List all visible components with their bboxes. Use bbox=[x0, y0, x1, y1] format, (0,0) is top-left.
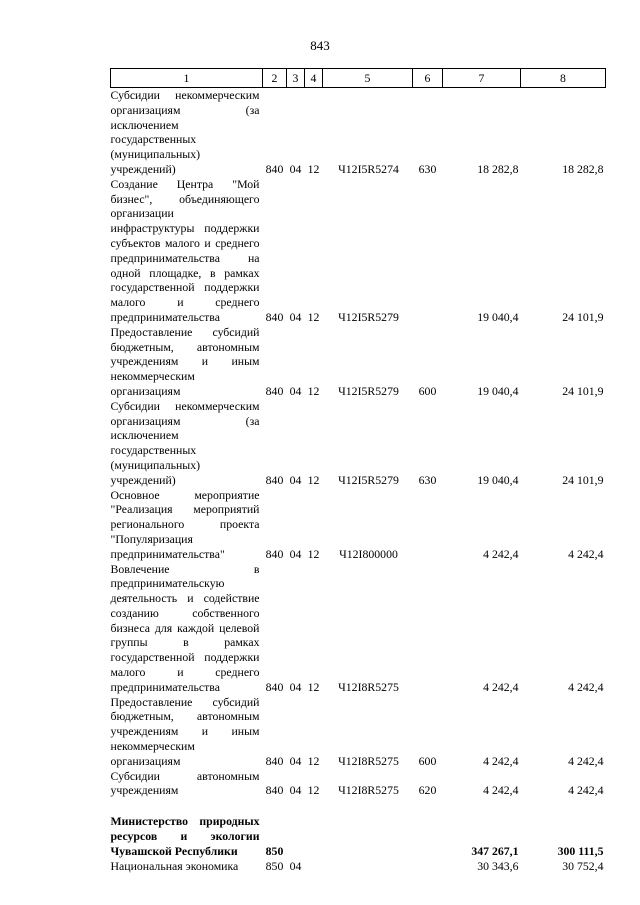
row-amount-year-1: 30 343,6 bbox=[477, 858, 519, 873]
table-row bbox=[111, 769, 606, 799]
row-expense-type: 600 bbox=[418, 383, 437, 398]
row-ministry-code: 840 bbox=[265, 383, 284, 398]
table-row bbox=[111, 399, 606, 488]
row-amount-year-1: 19 040,4 bbox=[477, 309, 519, 324]
row-target-article: Ч12I800000 bbox=[339, 546, 398, 561]
row-section: 04 bbox=[289, 161, 302, 176]
row-amount-year-1: 4 242,4 bbox=[483, 546, 519, 561]
header-col-3: 3 bbox=[287, 69, 305, 88]
row-target-article: Ч12I8R5275 bbox=[338, 783, 399, 798]
table-row bbox=[111, 695, 606, 769]
row-expense-type bbox=[413, 562, 443, 695]
row-ministry-code: 840 bbox=[265, 753, 284, 768]
table-header-row bbox=[111, 69, 606, 88]
row-expense-type: 630 bbox=[418, 161, 437, 176]
table-row-ministry bbox=[111, 814, 606, 858]
row-amount-year-1: 347 267,1 bbox=[471, 843, 519, 858]
row-name: Предоставление субсидий бюджетным, автономным учреждениям и иным некоммерческим организациям bbox=[110, 694, 260, 768]
row-target-article: Ч12I5R5279 bbox=[338, 383, 399, 398]
header-col-4: 4 bbox=[305, 69, 323, 88]
row-amount-year-2: 300 111,5 bbox=[557, 843, 604, 858]
row-amount-year-1: 4 242,4 bbox=[483, 753, 519, 768]
row-amount-year-2: 4 242,4 bbox=[568, 783, 604, 798]
row-subsection bbox=[305, 814, 323, 858]
table-row bbox=[111, 88, 606, 177]
row-section: 04 bbox=[289, 753, 302, 768]
row-name: Основное мероприятие "Реализация мероприятий регионального проекта "Популяризация предпринимательства" bbox=[110, 487, 260, 561]
row-amount-year-1: 4 242,4 bbox=[483, 679, 519, 694]
row-target-article: Ч12I5R5279 bbox=[338, 309, 399, 324]
header-col-8: 8 bbox=[521, 69, 606, 88]
row-name: Вовлечение в предпринимательскую деятельность и содействие созданию собственного бизнеса для каждой целевой группы в рамках государственной поддержки малого и среднего предпринимательства bbox=[110, 561, 260, 694]
header-col-5: 5 bbox=[323, 69, 413, 88]
row-section: 04 bbox=[289, 858, 302, 873]
row-amount-year-2: 24 101,9 bbox=[562, 383, 604, 398]
row-subsection: 12 bbox=[307, 472, 320, 487]
row-subsection: 12 bbox=[307, 161, 320, 176]
row-target-article: Ч12I5R5279 bbox=[338, 472, 399, 487]
row-expense-type bbox=[413, 177, 443, 325]
row-target-article: Ч12I5R5274 bbox=[338, 161, 399, 176]
row-subsection: 12 bbox=[307, 679, 320, 694]
row-expense-type: 600 bbox=[418, 753, 437, 768]
row-expense-type bbox=[413, 859, 443, 874]
row-ministry-code: 850 bbox=[265, 843, 284, 858]
row-expense-type: 620 bbox=[418, 783, 437, 798]
row-amount-year-1: 19 040,4 bbox=[477, 383, 519, 398]
header-col-2: 2 bbox=[263, 69, 287, 88]
spacer-row bbox=[111, 798, 606, 814]
row-amount-year-1: 4 242,4 bbox=[483, 783, 519, 798]
row-amount-year-1: 19 040,4 bbox=[477, 472, 519, 487]
row-amount-year-2: 18 282,8 bbox=[562, 161, 604, 176]
row-amount-year-2: 24 101,9 bbox=[562, 472, 604, 487]
row-section: 04 bbox=[289, 309, 302, 324]
row-name: Министерство природных ресурсов и экологии Чувашской Республики bbox=[110, 814, 260, 858]
row-expense-type bbox=[413, 488, 443, 562]
header-col-1: 1 bbox=[111, 69, 263, 88]
row-subsection: 12 bbox=[307, 783, 320, 798]
row-target-article: Ч12I8R5275 bbox=[338, 679, 399, 694]
budget-table bbox=[110, 68, 606, 873]
row-section: 04 bbox=[289, 472, 302, 487]
table-row bbox=[111, 859, 606, 874]
header-col-7: 7 bbox=[443, 69, 521, 88]
row-subsection bbox=[305, 859, 323, 874]
row-subsection: 12 bbox=[307, 383, 320, 398]
row-name: Субсидии автономным учреждениям bbox=[110, 768, 260, 798]
row-amount-year-2: 30 752,4 bbox=[562, 858, 604, 873]
header-col-6: 6 bbox=[413, 69, 443, 88]
row-amount-year-2: 4 242,4 bbox=[568, 753, 604, 768]
row-section: 04 bbox=[289, 679, 302, 694]
row-amount-year-2: 4 242,4 bbox=[568, 679, 604, 694]
row-subsection: 12 bbox=[307, 309, 320, 324]
row-target-article bbox=[323, 859, 413, 874]
row-subsection: 12 bbox=[307, 546, 320, 561]
row-expense-type bbox=[413, 814, 443, 858]
table-row bbox=[111, 562, 606, 695]
row-ministry-code: 840 bbox=[265, 546, 284, 561]
row-ministry-code: 840 bbox=[265, 161, 284, 176]
row-ministry-code: 840 bbox=[265, 472, 284, 487]
row-name: Субсидии некоммерческим организациям (за исключением государственных (муниципальных) учреждений) bbox=[110, 88, 260, 176]
table-row bbox=[111, 325, 606, 399]
row-section: 04 bbox=[289, 383, 302, 398]
row-ministry-code: 850 bbox=[265, 858, 284, 873]
row-target-article bbox=[323, 814, 413, 858]
row-section bbox=[287, 814, 305, 858]
table-row bbox=[111, 488, 606, 562]
row-amount-year-2: 24 101,9 bbox=[562, 309, 604, 324]
row-section: 04 bbox=[289, 546, 302, 561]
row-section: 04 bbox=[289, 783, 302, 798]
row-amount-year-1: 18 282,8 bbox=[477, 161, 519, 176]
row-expense-type: 630 bbox=[418, 472, 437, 487]
row-name: Национальная экономика bbox=[110, 858, 239, 873]
row-subsection: 12 bbox=[307, 753, 320, 768]
table-row bbox=[111, 177, 606, 325]
row-target-article: Ч12I8R5275 bbox=[338, 753, 399, 768]
row-ministry-code: 840 bbox=[265, 309, 284, 324]
row-ministry-code: 840 bbox=[265, 783, 284, 798]
row-ministry-code: 840 bbox=[265, 679, 284, 694]
row-name: Создание Центра "Мой бизнес", объединяющего организации инфраструктуры поддержки субъектов малого и среднего предпринимательства на одной площадке, в рамках государственной поддержки малого и среднего предпринимательства bbox=[110, 176, 260, 324]
page-number: 843 bbox=[310, 38, 330, 53]
row-name: Предоставление субсидий бюджетным, автономным учреждениям и иным некоммерческим организациям bbox=[110, 324, 260, 398]
row-name: Субсидии некоммерческим организациям (за исключением государственных (муниципальных) учреждений) bbox=[110, 398, 260, 487]
row-amount-year-2: 4 242,4 bbox=[568, 546, 604, 561]
